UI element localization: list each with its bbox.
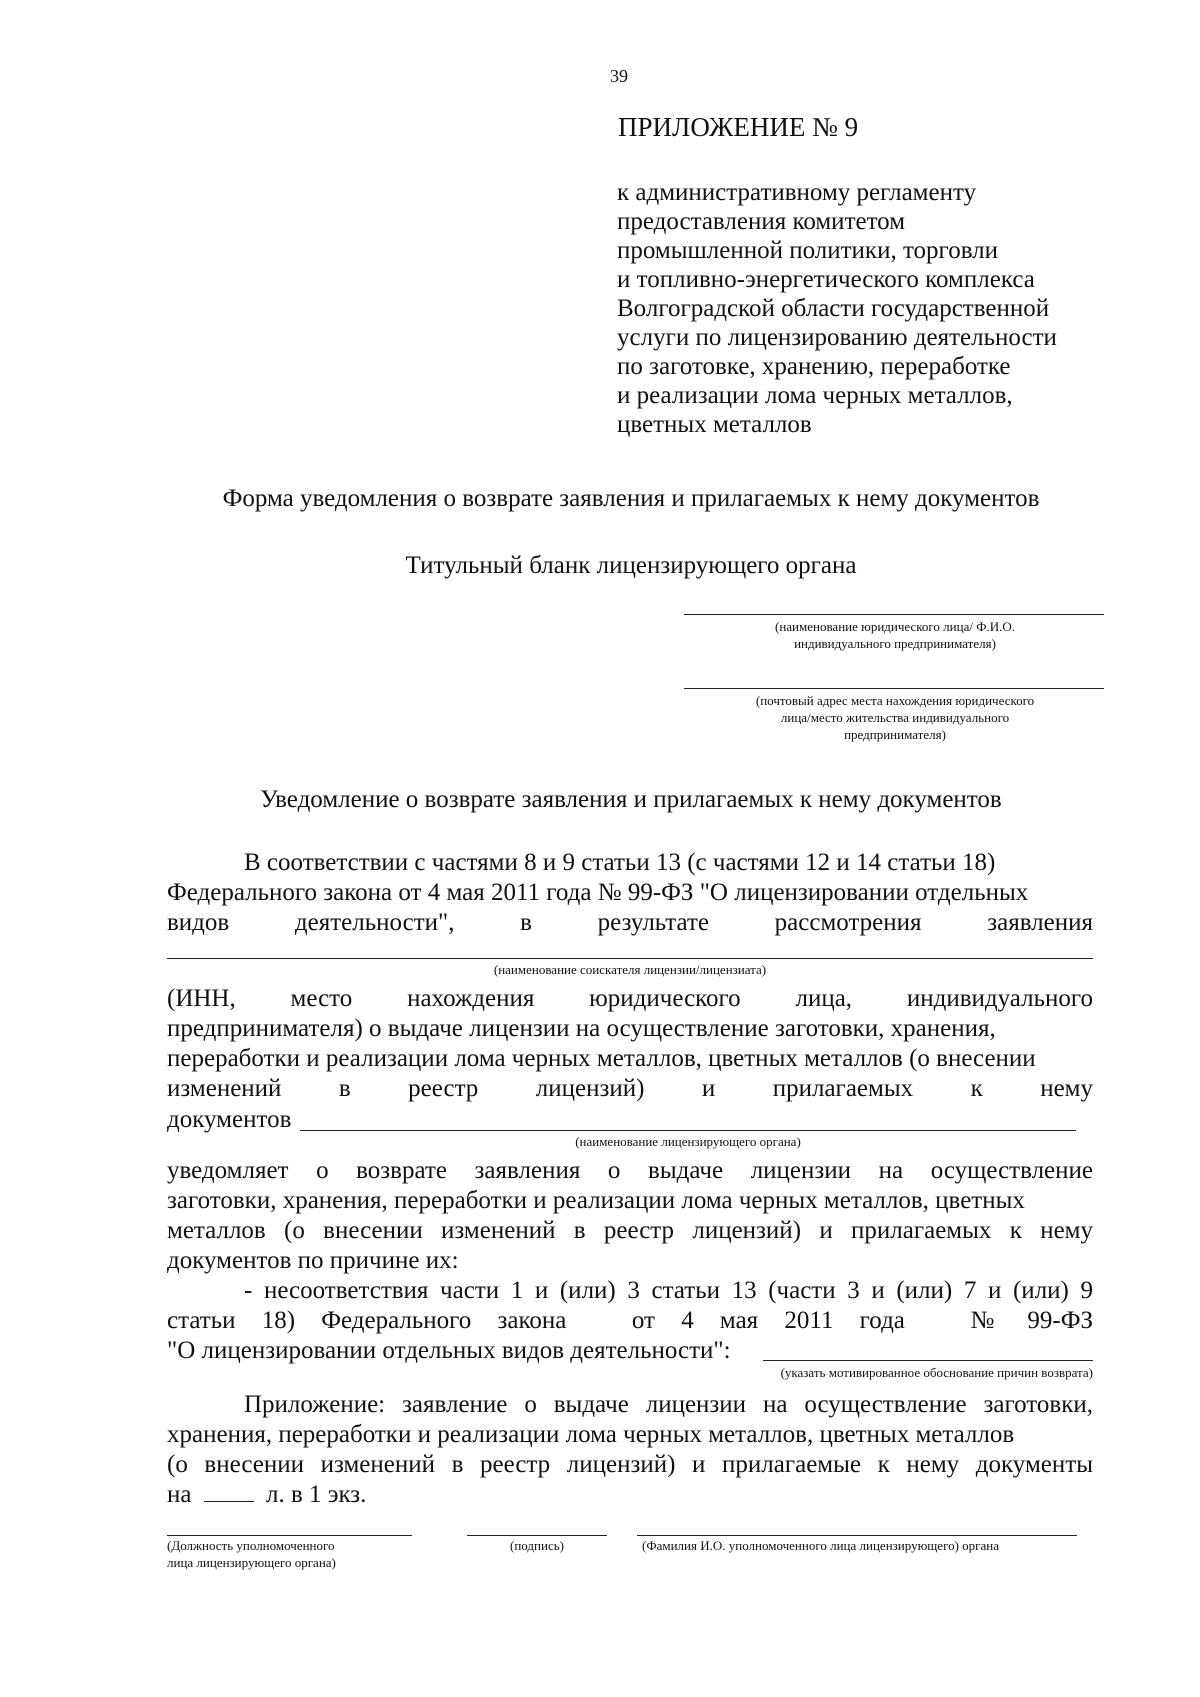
appendix-reference (617, 178, 1057, 439)
paragraph-5-line-3: (о внесении изменений в реестр лицензий) и прилагаемые к нему документы (167, 1451, 1093, 1478)
appendix-line: к административному регламенту (617, 179, 977, 206)
caption-line: лица лицензирующего органа) (167, 1555, 336, 1570)
caption-line: (почтовый адрес места нахождения юридического (755, 693, 1035, 708)
appendix-line: предоставления комитетом (617, 208, 906, 235)
appendix-line: услуги по лицензированию деятельности (617, 324, 1057, 351)
paragraph-4-line-1: - несоответствия части 1 и (или) 3 статьи 13 (части 3 и (или) 7 и (или) 9 (244, 1277, 1093, 1304)
paragraph-3-line-4: документов по причине их: (167, 1247, 459, 1274)
paragraph-2-line-5: документов (167, 1106, 292, 1133)
blank-title: Титульный бланк лицензирующего органа (405, 552, 857, 579)
paragraph-1-line-3: видов деятельности", в результате рассмотрения заявления (167, 909, 1093, 936)
paragraph-5-line-2: хранения, переработки и реализации лома черных металлов, цветных металлов (167, 1421, 1015, 1448)
authority-line (300, 1130, 1076, 1131)
pages-count-blank[interactable] (204, 1483, 254, 1502)
paragraph-3-line-2: заготовки, хранения, переработки и реализации лома черных металлов, цветных (167, 1187, 1025, 1214)
applicant-line (167, 958, 1093, 959)
caption-line: (наименование юридического лица/ Ф.И.О. (774, 619, 1016, 634)
form-title: Форма уведомления о возврате заявления и прилагаемых к нему документов (222, 485, 1040, 512)
caption-line: предпринимателя) (844, 727, 946, 742)
notice-title: Уведомление о возврате заявления и прилагаемых к нему документов (260, 786, 1002, 813)
appendix-line: и реализации лома черных металлов, (617, 382, 1013, 409)
recipient-address-line (684, 688, 1104, 689)
position-signature-line (167, 1535, 412, 1536)
paragraph-2-line-1: (ИНН, место нахождения юридического лица, индивидуального (167, 985, 1093, 1012)
appendix-line: цветных металлов (617, 411, 812, 438)
recipient-address-caption (680, 692, 1110, 743)
appendix-title: ПРИЛОЖЕНИЕ № 9 (618, 112, 859, 142)
paragraph-4-line-3: "О лицензировании отдельных видов деятельности": (167, 1337, 731, 1364)
name-signature-line (637, 1535, 1077, 1536)
authority-caption: (наименование лицензирующего органа) (575, 1134, 801, 1149)
paragraph-1-line-2: Федерального закона от 4 мая 2011 года № 99-ФЗ "О лицензировании отдельных (167, 879, 1029, 906)
paragraph-2-line-2: предпринимателя) о выдаче лицензии на осуществление заготовки, хранения, (167, 1015, 996, 1042)
paragraph-2-line-3: переработки и реализации лома черных металлов, цветных металлов (о внесении (167, 1045, 1036, 1072)
recipient-name-line (684, 614, 1104, 615)
paragraph-1-line-1: В соответствии с частями 8 и 9 статьи 13 (с частями 12 и 14 статьи 18) (244, 849, 996, 876)
applicant-caption: (наименование соискателя лицензии/лицензиата) (493, 962, 767, 977)
signature-line (467, 1535, 607, 1536)
paragraph-5-line-1: Приложение: заявление о выдаче лицензии на осуществление заготовки, (244, 1391, 1093, 1418)
caption-line: индивидуального предпринимателя) (794, 636, 996, 651)
paragraph-4-line-2: статьи 18) Федерального закона от 4 мая 2011 года № 99-ФЗ (167, 1307, 1093, 1334)
paragraph-2-line-4: изменений в реестр лицензий) и прилагаемых к нему (167, 1075, 1093, 1102)
appendix-line: по заготовке, хранению, переработке (617, 353, 1011, 380)
appendix-line: и топливно-энергетического комплекса (617, 266, 1035, 293)
appendix-line: Волгоградской области государственной (617, 295, 1050, 322)
paragraph-3-line-1: уведомляет о возврате заявления о выдаче лицензии на осуществление (167, 1157, 1093, 1184)
signature-caption: (подпись) (510, 1538, 564, 1553)
caption-line: лица/место жительства индивидуального (780, 710, 1010, 725)
page-number: 39 (610, 66, 628, 86)
position-caption (167, 1537, 427, 1571)
name-caption: (Фамилия И.О. уполномоченного лица лицензирующего) органа (642, 1538, 999, 1553)
reason-caption: (указать мотивированное обоснование причин возврата) (780, 1365, 1093, 1380)
paragraph-5-line-4 (167, 1480, 366, 1509)
pages-prefix: на (167, 1481, 192, 1508)
appendix-line: промышленной политики, торговли (617, 237, 999, 264)
recipient-name-caption (680, 618, 1110, 652)
caption-line: (Должность уполномоченного (167, 1538, 335, 1553)
pages-suffix: л. в 1 экз. (265, 1481, 367, 1508)
reason-line (763, 1360, 1093, 1361)
paragraph-3-line-3: металлов (о внесении изменений в реестр лицензий) и прилагаемых к нему (167, 1217, 1093, 1244)
